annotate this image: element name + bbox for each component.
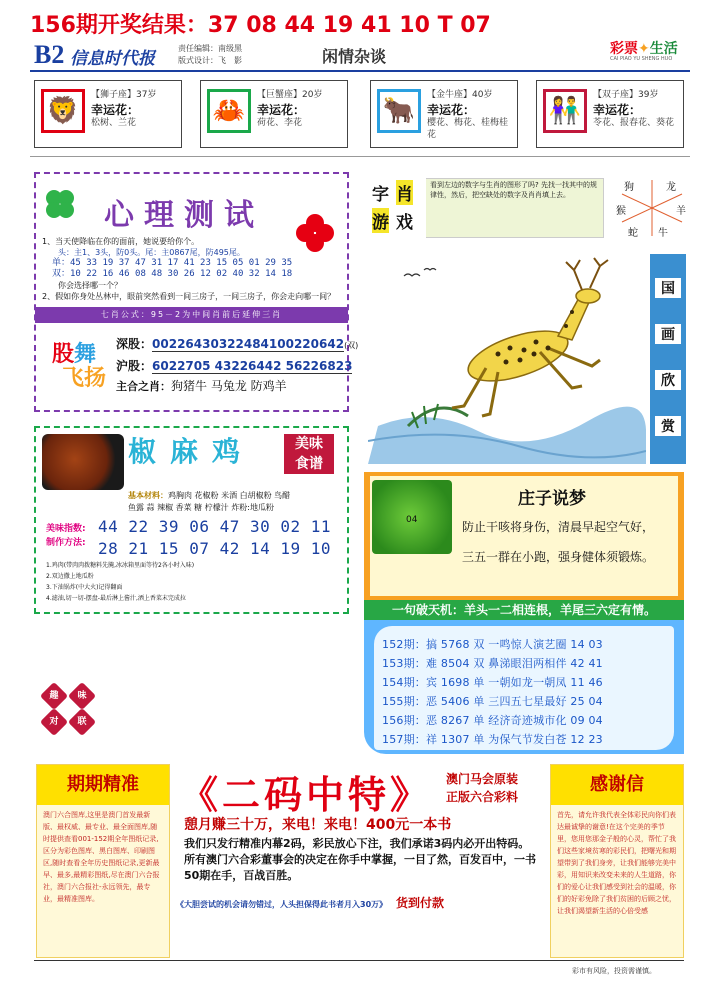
method-label: 制作方法: <box>46 538 86 548</box>
left-column-text: 澳门六合图库,这里是澳门首发最新版、最权威、最专业、最全面图库,随时提供查看001-152期全年图纸记录,区分为彩色图库、黑白图库、印刷图区,随时查看全年历史图纸记录,更新最早、最多,最精彩图纸,尽在澳门六合报社，澳门六合报社-永远领先，最专业，最精准图库。 <box>43 811 160 903</box>
right-column <box>550 764 684 958</box>
crab-icon: 🦀 <box>207 89 251 133</box>
main-value: 狗猪牛 马兔龙 防鸡羊 <box>171 379 287 393</box>
middle-side-line1: 澳门马会原装 <box>446 772 519 786</box>
psych-hint: 头：主1、3头，防0头。尾：主0867尾，防495尾。 <box>58 248 245 257</box>
section-title: 闲情杂谈 <box>322 47 387 66</box>
couplet-char: 联 <box>77 717 87 727</box>
zodiac-title: 【巨蟹座】20岁 <box>257 90 323 100</box>
recipe-steps <box>46 560 336 604</box>
ingredients <box>128 490 338 514</box>
puzzle-text: 看到左边的数字与生肖的图形了吗? 先找一找其中的规律性，然后，把空缺处的数字及肖肖填上去。 <box>430 181 597 199</box>
history-row: 155期：恶 5406 单 三四五七星最好 25 04 <box>382 695 603 708</box>
editor-credits <box>178 43 242 67</box>
psych-body <box>42 236 347 302</box>
flavor-label: 美味指数: <box>46 524 86 534</box>
formula-bar: 七肖公式：95－2为中间肖前后延伸三肖 <box>35 307 348 323</box>
ingredients-label: 基本材料： <box>128 491 168 500</box>
divider <box>30 156 690 157</box>
middle-side-line2: 正版六合彩料 <box>446 790 519 804</box>
zhuangzi-line2: 三五一群在小跑，强身健体须锻炼。 <box>462 550 655 564</box>
history-row: 152期：搞 5768 双 一鸣惊人演艺圈 14 03 <box>382 638 603 651</box>
couplet-char: 趣 <box>49 691 59 701</box>
zhuangzi-line1: 防止干咳将身伤，清晨早起空气好， <box>462 520 655 534</box>
ingredients-text: 鸡胸肉 花椒粉 米酒 白胡椒粉 鸟醋 <box>168 491 291 500</box>
zhuangzi-title: 庄子说梦 <box>518 489 586 509</box>
recipe-nums-row1: 44 22 39 06 47 30 02 11 <box>98 517 332 536</box>
slogan-char3: 飞扬 <box>62 365 107 390</box>
middle-body: 我们只发行精准内幕2码，彩民放心下注，我们承诺3码内必开出特码。所有澳门六合彩董事会的决定在你手中掌握，一目了然，百发百中，一书50期在手，百战百胜。 <box>184 837 536 882</box>
puzzle-char: 字 <box>372 180 389 205</box>
clover-icon <box>42 186 78 222</box>
bull-icon: 🐂 <box>377 89 421 133</box>
middle-subtitle: 憩月赚三十万，来电！来电！400元一本书 <box>184 817 452 833</box>
badge-line1: 美味 <box>295 436 323 452</box>
zodiac-lucky-label: 幸运花： <box>91 103 140 117</box>
recipe-labels <box>46 522 86 550</box>
psych-num-row2: 双：10 22 16 46 08 48 30 26 12 02 40 32 14 18 <box>52 269 293 279</box>
deer-painting <box>368 256 646 464</box>
zodiac-box-leo <box>34 80 182 148</box>
wheel-label: 牛 <box>658 228 668 239</box>
psych-q2: 2、假如你身处丛林中，眼前突然看到一间三房子，一间三房子，你会走向哪一间？ <box>42 292 336 301</box>
recipe-numbers <box>98 516 331 560</box>
painting-char: 赏 <box>655 416 681 436</box>
zodiac-lucky-label: 幸运花： <box>427 103 476 117</box>
zodiac-lucky-label: 幸运花： <box>593 103 642 117</box>
zodiac-flowers: 苓花、报春花、葵花 <box>593 118 675 128</box>
step: 4.滤油,切一切-摆盘-最后淋上酱汁,洒上香菜末完成拉 <box>46 595 186 602</box>
hu-value: 6022705 43226442 56226823 <box>152 359 353 373</box>
history-row: 154期：宾 1698 单 一朝如龙一朝凤 11 46 <box>382 676 603 689</box>
left-column-title: 期期精准 <box>37 765 169 805</box>
painting-char: 欣 <box>655 370 681 390</box>
main-label: 主合之肖： <box>116 380 171 393</box>
deer-illustration <box>368 256 646 464</box>
wheel-label: 猴 <box>616 206 626 217</box>
painting-char: 国 <box>655 278 681 298</box>
zodiac-box-cancer <box>200 80 348 148</box>
puzzle-char: 游 <box>372 208 389 233</box>
zodiac-title: 【狮子座】37岁 <box>91 90 157 100</box>
ingredients-text2: 鱼露 蒜 辣椒 香菜 糖 柠檬汁 炸粉:地瓜粉 <box>128 503 274 512</box>
slogan-char2: 舞 <box>74 341 97 366</box>
zodiac-title: 【双子座】39岁 <box>593 90 659 100</box>
page-code: B2 <box>34 40 65 69</box>
psych-num-row1: 单：45 33 19 37 47 31 17 41 23 15 05 01 29 35 <box>52 258 293 268</box>
zodiac-lucky-label: 幸运花： <box>257 103 306 117</box>
middle-title: 《二码中特》 <box>180 775 433 817</box>
middle-foot-text: 《大胆尝试的机会请勿错过，人头担保得此书者月入30万》 <box>176 900 388 909</box>
couplet-badge <box>40 682 100 736</box>
lion-icon: 🦁 <box>41 89 85 133</box>
puzzle-char: 戏 <box>396 208 413 233</box>
history-row: 153期：难 8504 双 鼻涕眼泪两相伴 42 41 <box>382 657 603 670</box>
recipe-title: 椒麻鸡 <box>128 435 255 468</box>
history-row: 156期：恶 8267 单 经济奇迹城市化 09 04 <box>382 714 603 727</box>
logo-subtitle: CAI PIAO YU SHENG HUO <box>610 56 673 62</box>
badge-line2: 食谱 <box>295 456 323 472</box>
stock-block <box>116 334 358 397</box>
wheel-label: 龙 <box>666 182 676 193</box>
header-rule <box>30 70 690 72</box>
right-column-title: 感谢信 <box>551 765 683 805</box>
painting-label <box>650 254 686 464</box>
cod-label: 货到付款 <box>395 896 444 910</box>
wheel-label: 羊 <box>676 206 686 217</box>
footer-rule <box>34 960 684 961</box>
middle-side <box>446 770 518 806</box>
recipe-nums-row2: 28 21 15 07 42 14 19 10 <box>98 539 332 558</box>
psych-q1: 1、当天使降临在你的面前，她说要给你个。 <box>42 237 200 246</box>
slogan-logo <box>52 342 106 390</box>
slogan-char1: 股 <box>52 341 75 366</box>
headline-results: 156期开奖结果：37 08 44 19 41 10 T 07 <box>30 13 491 38</box>
editor-line: 责任编辑：南级黑 <box>178 44 242 53</box>
wheel-label: 蛇 <box>628 228 638 239</box>
riddle-banner: 一句破天机：羊头一二相连根，羊尾三六定有情。 <box>364 600 684 620</box>
recipe-badge <box>284 434 334 474</box>
puzzle-word-grid <box>368 178 426 238</box>
psych-title: 心理测试 <box>104 198 264 233</box>
dish-image <box>42 434 124 490</box>
wheel-label: 狗 <box>624 182 634 193</box>
logo-part2: 生活 <box>649 41 678 57</box>
zodiac-title: 【金牛座】40岁 <box>427 90 493 100</box>
zodiac-box-taurus <box>370 80 518 148</box>
zodiac-wheel <box>614 176 690 240</box>
step: 2.双边撒上地瓜粉 <box>46 573 94 580</box>
hu-label: 沪股： <box>116 359 153 373</box>
couplet-char: 对 <box>49 717 59 727</box>
brand-title: 信息时代报 <box>70 49 155 68</box>
couplet-char: 味 <box>77 691 87 701</box>
footer-disclaimer: 彩市有风险，投资需谨慎。 <box>572 967 656 975</box>
zodiac-flowers: 松树、兰花 <box>91 118 137 128</box>
puzzle-char: 肖 <box>396 180 413 205</box>
middle-foot <box>176 894 444 911</box>
shen-value: 00226430322484100220642 <box>152 337 345 351</box>
zodiac-flowers: 樱花、梅花、桂梅桂花 <box>427 118 509 140</box>
zhuangzi-number: 04 <box>406 515 418 525</box>
logo: 彩票✦生活 <box>610 41 678 57</box>
left-column <box>36 764 170 958</box>
step: 3.下油锅炸(中大火)记得翻面 <box>46 584 123 591</box>
shen-label: 深股： <box>116 337 153 351</box>
zodiac-box-gemini <box>536 80 684 148</box>
step: 1.鸡肉(带肉肉拨糖料先腌,冰冰箱里面等待2各小时入味) <box>46 562 195 569</box>
twins-icon: 👫 <box>543 89 587 133</box>
logo-part1: 彩票 <box>610 41 638 57</box>
painting-char: 画 <box>655 324 681 344</box>
psych-q1-end: 你会选择哪一个？ <box>58 281 122 290</box>
history-row: 157期：祥 1307 单 为保气节发白苍 12 23 <box>382 733 603 746</box>
shen-note: (双) <box>344 341 359 350</box>
zodiac-flowers: 荷花、李花 <box>257 118 303 128</box>
right-column-text: 首先，请允许我代表全体彩民向你们表达最诚挚的谢意!在这个完美的季节里，您用您那金子般的心灵，帮忙了我们这些家境贫寒的彩民们，把曙光和期望带到了我们身旁，让我们能够完美中彩，用知识来改变未来的人生道路，你们的爱心让我们感受到社会的温暖，你们的好彩免除了我们贫困的后顾之忧，让我们渴望新生活的心倍受感 <box>557 811 676 915</box>
designer-line: 版式设计：飞 影 <box>178 56 242 65</box>
